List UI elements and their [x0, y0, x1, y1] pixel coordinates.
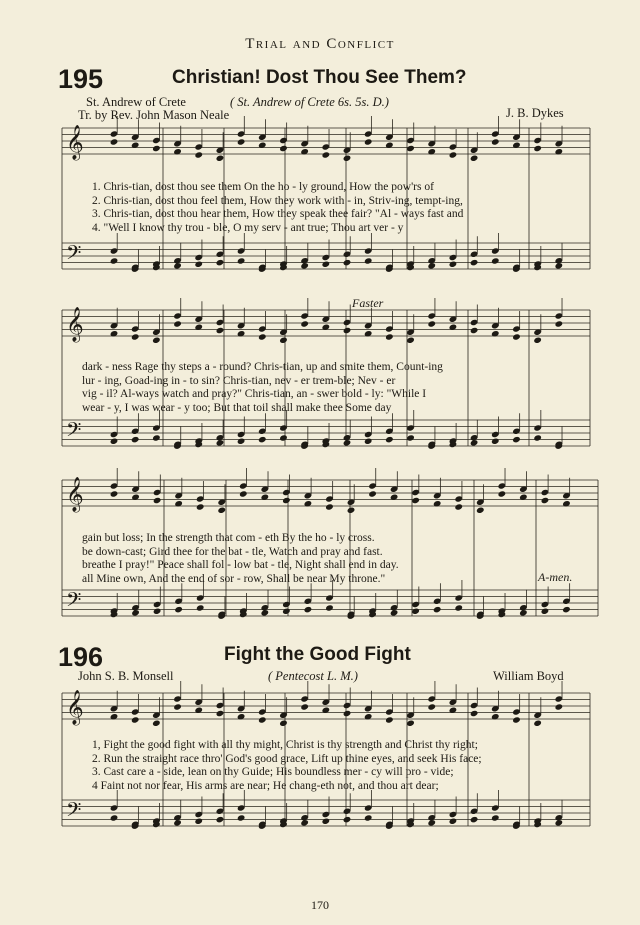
notehead: [237, 257, 246, 264]
notehead: [433, 606, 442, 613]
notehead: [470, 816, 479, 823]
notehead: [237, 814, 246, 821]
notehead: [368, 490, 377, 497]
notehead: [300, 262, 309, 269]
verse-line: 4 Faint not nor fear, His arms are near; He chang-eth not, and thou art dear;: [92, 779, 439, 792]
notehead: [322, 818, 331, 825]
notehead: [279, 434, 288, 441]
notehead: [454, 503, 463, 510]
notehead: [216, 816, 225, 823]
notehead: [153, 608, 162, 615]
section-title: Trial and Conflict: [245, 36, 395, 52]
hymn-196-number: 196: [58, 642, 104, 672]
notehead: [427, 703, 436, 710]
notehead: [385, 333, 394, 340]
notehead: [498, 490, 507, 497]
notehead: [258, 436, 267, 443]
bass-clef-icon: 𝄢: [66, 798, 82, 826]
verse-line: breathe I pray!" Peace shall fol - low bat - tle, Night shall end in day.: [82, 559, 399, 571]
page-number: 170: [311, 898, 329, 912]
hymn-195-translator: Tr. by Rev. John Mason Neale: [78, 108, 230, 122]
notehead: [470, 259, 479, 266]
notehead: [216, 710, 225, 717]
notehead: [216, 155, 225, 162]
notehead: [491, 814, 500, 821]
notehead: [343, 259, 352, 266]
tempo-mark: Faster: [352, 296, 384, 310]
notehead: [173, 320, 182, 327]
notehead: [343, 710, 352, 717]
notehead: [533, 720, 542, 727]
notehead: [491, 438, 500, 445]
notehead: [411, 608, 420, 615]
notehead: [173, 819, 182, 826]
notehead: [390, 609, 399, 616]
notehead: [304, 606, 313, 613]
verse-line: 2. Chris-tian, dost thou feel them, How they work with - in, Striv-ing, tempt-ing,: [92, 194, 463, 207]
notehead: [239, 490, 248, 497]
notehead: [194, 818, 203, 825]
notehead: [364, 438, 373, 445]
hymn-196-title: Fight the Good Fight: [224, 644, 411, 665]
notehead: [216, 327, 225, 334]
notehead: [110, 490, 119, 497]
notehead: [216, 259, 225, 266]
verse-line: 1, Fight the good fight with all thy might, Christ is thy strength and Christ thy right;: [92, 739, 478, 751]
notehead: [541, 608, 550, 615]
notehead: [454, 604, 463, 611]
verse-line: gain but loss; In the strength that com - eth By the ho - ly cross.: [82, 532, 375, 544]
notehead: [470, 439, 479, 446]
notehead: [562, 606, 571, 613]
notehead: [364, 814, 373, 821]
notehead: [470, 327, 479, 334]
notehead: [110, 814, 119, 821]
notehead: [406, 145, 415, 152]
notehead: [385, 716, 394, 723]
notehead: [131, 716, 140, 723]
notehead: [279, 145, 288, 152]
treble-clef-icon: 𝄞: [66, 125, 84, 160]
hymn-196-author: John S. B. Monsell: [78, 669, 174, 683]
verse-line: vig - il? Al-ways watch and pray?" Chris-tian, an - swer bold - ly: "While I: [82, 388, 427, 400]
notehead: [555, 819, 564, 826]
verse-line: 3. Chris-tian, dost thou hear them, How they speak thee fair? "Al - ways fast and: [92, 208, 464, 220]
bass-clef-icon: 𝄢: [66, 418, 82, 446]
notehead: [131, 436, 140, 443]
notehead: [217, 507, 226, 514]
notehead: [476, 507, 485, 514]
notehead: [555, 703, 564, 710]
notehead: [470, 710, 479, 717]
notehead: [449, 818, 458, 825]
notehead: [385, 436, 394, 443]
notehead: [300, 703, 309, 710]
notehead: [533, 145, 542, 152]
notehead: [282, 608, 291, 615]
notehead: [512, 716, 521, 723]
notehead: [110, 138, 119, 145]
notehead: [427, 320, 436, 327]
notehead: [343, 155, 352, 162]
notehead: [131, 333, 140, 340]
notehead: [491, 257, 500, 264]
hymn-195-title: Christian! Dost Thou See Them?: [172, 67, 467, 88]
notehead: [110, 438, 119, 445]
bass-clef-icon: 𝄢: [66, 241, 82, 269]
verse-line: wear - y, I was wear - y too; But that toil shall make thee Some day: [82, 401, 392, 414]
notehead: [364, 138, 373, 145]
notehead: [152, 337, 161, 344]
notehead: [153, 497, 162, 504]
notehead: [279, 337, 288, 344]
notehead: [343, 327, 352, 334]
amen: A-men.: [538, 570, 573, 584]
notehead: [533, 434, 542, 441]
notehead: [237, 438, 246, 445]
notehead: [131, 609, 140, 616]
notehead: [196, 604, 205, 611]
notehead: [322, 151, 331, 158]
hymn-196-composer: William Boyd: [493, 669, 564, 683]
notehead: [347, 507, 356, 514]
notehead: [555, 320, 564, 327]
notehead: [152, 434, 161, 441]
notehead: [512, 436, 521, 443]
notehead: [406, 337, 415, 344]
notehead: [541, 497, 550, 504]
hymn-196-tune: ( Pentecost L. M.): [268, 669, 358, 683]
treble-clef-icon: 𝄞: [66, 307, 84, 342]
notehead: [519, 609, 528, 616]
notehead: [364, 257, 373, 264]
notehead: [237, 138, 246, 145]
notehead: [449, 261, 458, 268]
notehead: [173, 262, 182, 269]
notehead: [258, 716, 267, 723]
notehead: [533, 337, 542, 344]
notehead: [216, 439, 225, 446]
hymn-195-composer: J. B. Dykes: [506, 106, 564, 120]
notehead: [258, 333, 267, 340]
notehead: [325, 604, 334, 611]
notehead: [282, 497, 291, 504]
notehead: [300, 819, 309, 826]
notehead: [555, 262, 564, 269]
verse-line: 1. Chris-tian, dost thou see them On the ho - ly ground, How the pow'rs of: [92, 181, 434, 193]
verse-line: all Mine own, And the end of sor - row, Shall be near My throne.": [82, 572, 386, 585]
notehead: [411, 497, 420, 504]
notehead: [261, 609, 270, 616]
notehead: [343, 439, 352, 446]
notehead: [470, 155, 479, 162]
notehead: [196, 503, 205, 510]
notehead: [300, 320, 309, 327]
notehead: [322, 261, 331, 268]
notehead: [406, 434, 415, 441]
notehead: [427, 819, 436, 826]
notehead: [174, 606, 183, 613]
verse-line: 2. Run the straight race thro' God's good grace, Lift up thine eyes, and seek His face;: [92, 752, 482, 765]
hymn-195-tune: ( St. Andrew of Crete 6s. 5s. D.): [230, 95, 389, 109]
verse-line: be down-cast; Gird thee for the bat - tle, Watch and pray and fast.: [82, 545, 383, 558]
notehead: [173, 703, 182, 710]
hymn-195-number: 195: [58, 64, 104, 94]
notehead: [152, 145, 161, 152]
notehead: [427, 262, 436, 269]
treble-clef-icon: 𝄞: [66, 690, 84, 725]
verse-line: lur - ing, Goad-ing in - to sin? Chris-tian, nev - er trem-ble; Nev - er: [82, 374, 396, 387]
notehead: [279, 720, 288, 727]
treble-clef-icon: 𝄞: [66, 477, 84, 512]
notehead: [512, 333, 521, 340]
notehead: [110, 257, 119, 264]
verse-line: 4. "Well I know thy trou - ble, O my serv - ant true; Thou art ver - y: [92, 221, 404, 234]
hymn-195-author: St. Andrew of Crete: [86, 95, 186, 109]
notehead: [343, 816, 352, 823]
notehead: [491, 138, 500, 145]
bass-clef-icon: 𝄢: [66, 588, 82, 616]
notehead: [406, 720, 415, 727]
verse-line: 3. Cast care a - side, lean on thy Guide; His boundless mer - cy will pro - vide;: [92, 766, 454, 778]
notehead: [152, 720, 161, 727]
notehead: [325, 503, 334, 510]
notehead: [194, 261, 203, 268]
notehead: [194, 151, 203, 158]
verse-line: dark - ness Rage thy steps a - round? Chris-tian, up and smite them, Count-ing: [82, 361, 443, 373]
notehead: [449, 151, 458, 158]
